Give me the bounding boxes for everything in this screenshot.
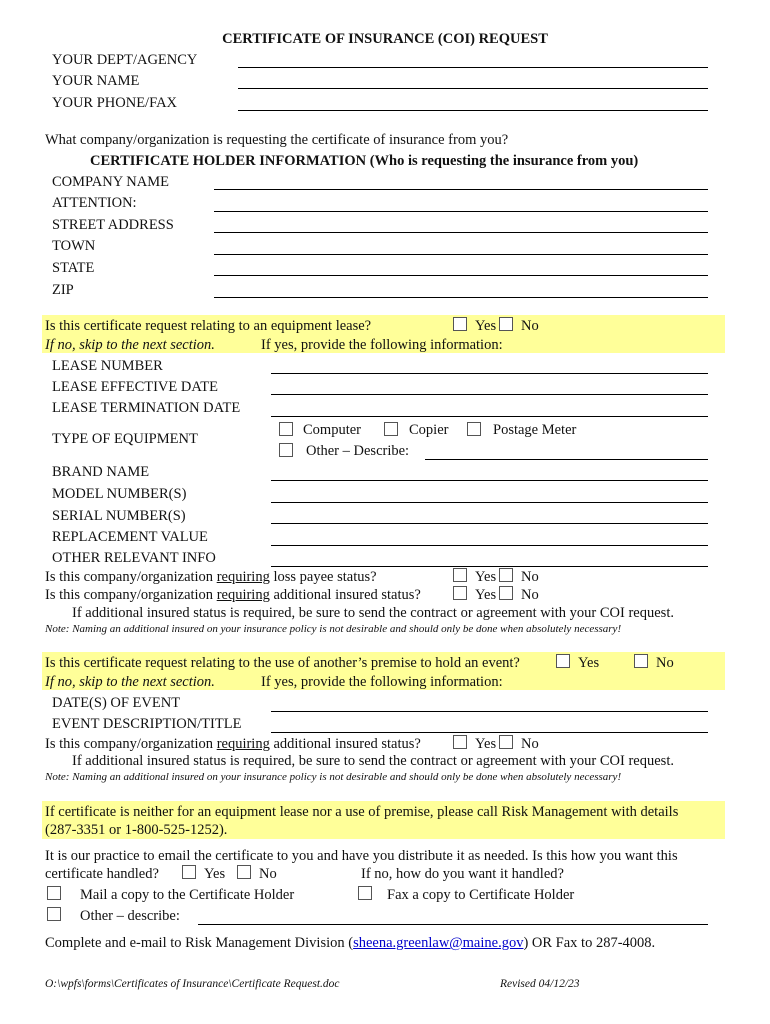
- replacement-label: REPLACEMENT VALUE: [52, 529, 208, 545]
- loss-payee-yes-label: Yes: [475, 569, 497, 585]
- dept-label: YOUR DEPT/AGENCY: [52, 52, 198, 68]
- model-label: MODEL NUMBER(S): [52, 486, 187, 502]
- computer-label: Computer: [303, 422, 361, 438]
- lease-addl-no-checkbox[interactable]: [499, 586, 513, 600]
- phone-field[interactable]: [238, 110, 708, 111]
- page-title: CERTIFICATE OF INSURANCE (COI) REQUEST: [222, 31, 548, 47]
- handling-no-checkbox[interactable]: [237, 865, 251, 879]
- copier-checkbox[interactable]: [384, 422, 398, 436]
- fax-copy-checkbox[interactable]: [358, 886, 372, 900]
- handling-yes-label: Yes: [204, 866, 226, 882]
- lease-addl-instruction: If additional insured status is required, be sure to send the contract or agreement with your COI request.: [72, 605, 674, 621]
- street-label: STREET ADDRESS: [52, 217, 174, 233]
- loss-payee-no-label: No: [521, 569, 539, 585]
- email-link[interactable]: sheena.greenlaw@maine.gov: [353, 935, 524, 951]
- lease-if-yes: If yes, provide the following information:: [261, 337, 503, 353]
- holder-heading: CERTIFICATE HOLDER INFORMATION (Who is requesting the insurance from you): [90, 153, 639, 169]
- premise-yes-checkbox[interactable]: [556, 654, 570, 668]
- loss-payee-no-checkbox[interactable]: [499, 568, 513, 582]
- dept-field[interactable]: [238, 67, 708, 68]
- brand-field[interactable]: [271, 480, 708, 481]
- event-desc-label: EVENT DESCRIPTION/TITLE: [52, 716, 242, 732]
- state-label: STATE: [52, 260, 95, 276]
- mail-copy-label: Mail a copy to the Certificate Holder: [80, 887, 295, 903]
- other-info-field[interactable]: [271, 566, 708, 567]
- street-field[interactable]: [214, 232, 708, 233]
- event-dates-field[interactable]: [271, 711, 708, 712]
- loss-payee-question: Is this company/organization requiring loss payee status?: [45, 569, 377, 585]
- lease-question: Is this certificate request relating to an equipment lease?: [45, 318, 372, 334]
- name-label: YOUR NAME: [52, 73, 140, 89]
- lease-number-label: LEASE NUMBER: [52, 358, 163, 374]
- premise-question: Is this certificate request relating to the use of another’s premise to hold an event?: [45, 655, 520, 671]
- lease-no-label: No: [521, 318, 539, 334]
- lease-no-checkbox[interactable]: [499, 317, 513, 331]
- handling-line1: It is our practice to email the certificate to you and have you distribute it as needed. Is this how you want this: [45, 848, 678, 864]
- postage-meter-label: Postage Meter: [493, 422, 577, 438]
- lease-termination-field[interactable]: [271, 416, 708, 417]
- premise-addl-yes-label: Yes: [475, 736, 497, 752]
- replacement-field[interactable]: [271, 545, 708, 546]
- lease-addl-yes-checkbox[interactable]: [453, 586, 467, 600]
- footer-revised: Revised 04/12/23: [500, 978, 580, 990]
- lease-termination-label: LEASE TERMINATION DATE: [52, 400, 241, 416]
- neither-line1: If certificate is neither for an equipment lease nor a use of premise, please call Risk Management with details: [45, 804, 679, 820]
- computer-checkbox[interactable]: [279, 422, 293, 436]
- premise-addl-no-checkbox[interactable]: [499, 735, 513, 749]
- handling-line2: certificate handled?: [45, 866, 159, 882]
- lease-effective-field[interactable]: [271, 394, 708, 395]
- attention-field[interactable]: [214, 211, 708, 212]
- complete-instruction: Complete and e-mail to Risk Management Division (sheena.greenlaw@maine.gov) OR Fax to 287-4008.: [45, 935, 656, 951]
- loss-payee-yes-checkbox[interactable]: [453, 568, 467, 582]
- other-equipment-checkbox[interactable]: [279, 443, 293, 457]
- phone-label: YOUR PHONE/FAX: [52, 95, 178, 111]
- state-field[interactable]: [214, 275, 708, 276]
- model-field[interactable]: [271, 502, 708, 503]
- premise-note: Note: Naming an additional insured on your insurance policy is not desirable and should only be done when absolutely necessary!: [45, 771, 622, 783]
- copier-label: Copier: [409, 422, 449, 438]
- other-handling-checkbox[interactable]: [47, 907, 61, 921]
- premise-skip-note: If no, skip to the next section.: [45, 674, 215, 690]
- other-handling-field[interactable]: [198, 924, 708, 925]
- attention-label: ATTENTION:: [52, 195, 137, 211]
- company-label: COMPANY NAME: [52, 174, 169, 190]
- mail-copy-checkbox[interactable]: [47, 886, 61, 900]
- other-handling-label: Other – describe:: [80, 908, 180, 924]
- name-field[interactable]: [238, 88, 708, 89]
- lease-yes-label: Yes: [475, 318, 497, 334]
- postage-meter-checkbox[interactable]: [467, 422, 481, 436]
- town-label: TOWN: [52, 238, 96, 254]
- premise-addl-yes-checkbox[interactable]: [453, 735, 467, 749]
- lease-yes-checkbox[interactable]: [453, 317, 467, 331]
- premise-no-label: No: [656, 655, 674, 671]
- lease-effective-label: LEASE EFFECTIVE DATE: [52, 379, 218, 395]
- zip-field[interactable]: [214, 297, 708, 298]
- holder-question: What company/organization is requesting the certificate of insurance from you?: [45, 132, 509, 148]
- brand-label: BRAND NAME: [52, 464, 150, 480]
- handling-no-label: No: [259, 866, 277, 882]
- premise-addl-insured-question: Is this company/organization requiring additional insured status?: [45, 736, 421, 752]
- premise-addl-no-label: No: [521, 736, 539, 752]
- serial-field[interactable]: [271, 523, 708, 524]
- serial-label: SERIAL NUMBER(S): [52, 508, 186, 524]
- other-info-label: OTHER RELEVANT INFO: [52, 550, 216, 566]
- company-field[interactable]: [214, 189, 708, 190]
- premise-no-checkbox[interactable]: [634, 654, 648, 668]
- other-equipment-label: Other – Describe:: [306, 443, 410, 459]
- event-desc-field[interactable]: [271, 732, 708, 733]
- neither-line2: (287-3351 or 1-800-525-1252).: [45, 822, 228, 838]
- footer-path: O:\wpfs\forms\Certificates of Insurance\Certificate Request.doc: [45, 978, 340, 990]
- event-dates-label: DATE(S) OF EVENT: [52, 695, 181, 711]
- lease-note: Note: Naming an additional insured on your insurance policy is not desirable and should only be done when absolutely necessary!: [45, 623, 622, 635]
- lease-skip-note: If no, skip to the next section.: [45, 337, 215, 353]
- handling-if-no: If no, how do you want it handled?: [361, 866, 564, 882]
- equipment-type-label: TYPE OF EQUIPMENT: [52, 431, 198, 447]
- lease-number-field[interactable]: [271, 373, 708, 374]
- handling-yes-checkbox[interactable]: [182, 865, 196, 879]
- lease-addl-yes-label: Yes: [475, 587, 497, 603]
- premise-yes-label: Yes: [578, 655, 600, 671]
- lease-addl-no-label: No: [521, 587, 539, 603]
- other-equipment-field[interactable]: [425, 459, 708, 460]
- zip-label: ZIP: [52, 282, 74, 298]
- lease-addl-insured-question: Is this company/organization requiring additional insured status?: [45, 587, 421, 603]
- premise-if-yes: If yes, provide the following information:: [261, 674, 503, 690]
- premise-addl-instruction: If additional insured status is required, be sure to send the contract or agreement with your COI request.: [72, 753, 674, 769]
- fax-copy-label: Fax a copy to Certificate Holder: [387, 887, 575, 903]
- town-field[interactable]: [214, 254, 708, 255]
